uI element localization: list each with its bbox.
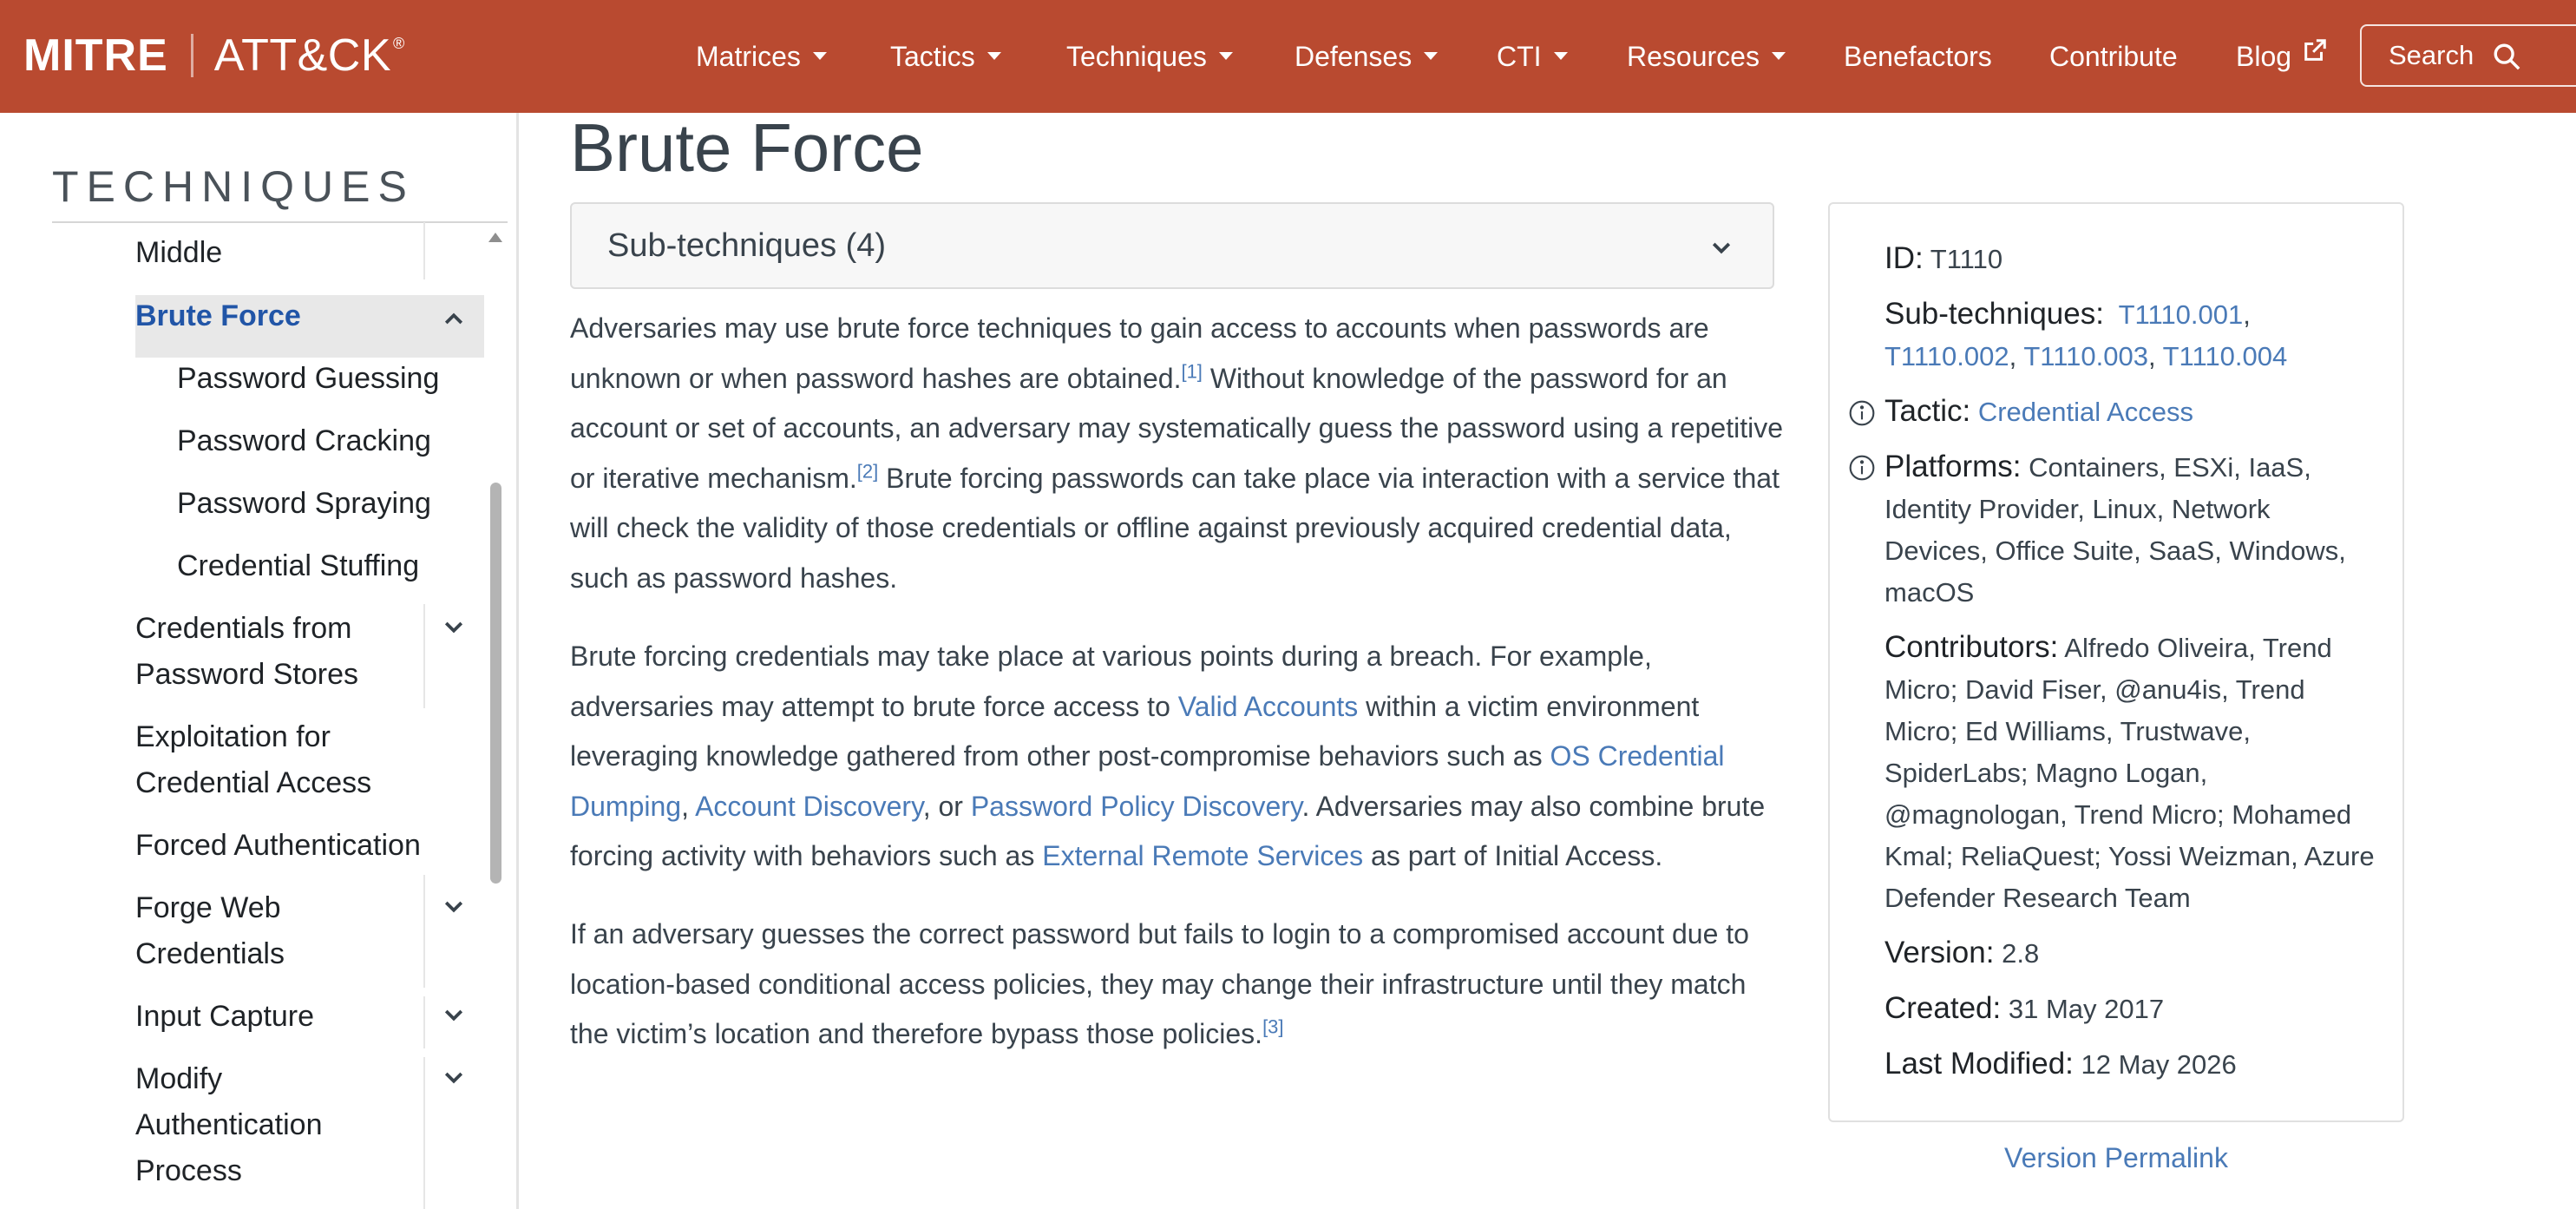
page-title: Brute Force	[570, 109, 924, 186]
sidebar-rule	[52, 221, 508, 223]
sidebar-scrollbar-thumb[interactable]	[490, 483, 501, 884]
card-contributors: Contributors: Alfredo Oliveira, Trend Micro; David Fiser, @anu4is, Trend Micro; Ed Williams, Trustwave, SpiderLabs; Magno Logan, @magnologan, Trend Micro; Mohamed Kmal; ReliaQuest; Yossi Weizman, Azure Defender Research Team	[1884, 630, 2375, 913]
sidebar-divider-line	[423, 875, 425, 988]
chevron-down-icon[interactable]	[441, 1002, 467, 1033]
nav-matrices[interactable]: Matrices	[696, 35, 827, 78]
card-subtechniques: Sub-techniques: T1110.001, T1110.002, T1110.003, T1110.004	[1884, 297, 2288, 371]
nav-resources[interactable]: Resources	[1627, 35, 1786, 78]
external-link-icon	[2302, 32, 2328, 76]
nav-benefactors[interactable]: Benefactors	[1844, 41, 1992, 72]
link-t1110-004[interactable]: T1110.004	[2162, 341, 2288, 371]
sidebar-item-forced-authentication[interactable]: Forced Authentication	[135, 829, 421, 862]
chevron-down-icon	[1219, 52, 1233, 60]
subtechniques-accordion-label: Sub-techniques (4)	[607, 227, 887, 264]
card-version: Version: 2.8	[1884, 936, 2040, 969]
link-t1110-002[interactable]: T1110.002	[1884, 341, 2009, 371]
description-paragraph-2: Brute forcing credentials may take place at various points during a breach. For example, adversaries may attempt to brute force access to Valid Accounts within a victim environment leveraging knowledge gathered from other post-compromise behaviors such as OS Credential Dumping, Account Discovery, or Password Policy Discovery. Adversaries may also combine brute forcing activity with behaviors such as External Remote Services as part of Initial Access.	[570, 641, 1766, 872]
nav-cti[interactable]: CTI	[1497, 35, 1568, 78]
info-icon[interactable]	[1848, 454, 1876, 486]
sidebar-divider-line	[423, 1057, 425, 1209]
mitre-attck-logo[interactable]	[23, 30, 405, 82]
chevron-down-icon[interactable]	[441, 614, 467, 645]
nav-blog[interactable]: Blog	[2236, 35, 2328, 78]
chevron-down-icon	[1772, 52, 1786, 60]
sidebar-title: TECHNIQUES	[52, 162, 415, 211]
link-t1110-003[interactable]: T1110.003	[2023, 341, 2148, 371]
scroll-up-arrow-icon[interactable]	[488, 233, 502, 242]
link-password-policy-discovery[interactable]: Password Policy Discovery	[970, 790, 1302, 822]
sidebar-item-password-guessing[interactable]: Password Guessing	[177, 362, 440, 395]
version-permalink[interactable]: Version Permalink	[2004, 1142, 2228, 1173]
sidebar-item-middle[interactable]: Middle	[135, 236, 223, 269]
nav-tactics[interactable]: Tactics	[890, 35, 1001, 78]
link-external-remote-services[interactable]: External Remote Services	[1042, 840, 1364, 872]
info-icon[interactable]	[1848, 399, 1876, 431]
sidebar-item-forge-web-credentials[interactable]: Forge Web Credentials	[135, 891, 285, 970]
sidebar-item-credential-stuffing[interactable]: Credential Stuffing	[177, 549, 420, 582]
sidebar-item-password-spraying[interactable]: Password Spraying	[177, 487, 431, 520]
chevron-down-icon	[1708, 235, 1734, 266]
reference-link[interactable]: [2]	[856, 460, 879, 483]
top-navbar	[0, 0, 2576, 113]
sidebar-item-credentials-from-password-stores[interactable]: Credentials from Password Stores	[135, 612, 358, 691]
sidebar-item-password-cracking[interactable]: Password Cracking	[177, 424, 431, 457]
search-icon	[2492, 42, 2521, 76]
sidebar-divider-line	[423, 222, 425, 279]
card-platforms: Platforms: Containers, ESXi, IaaS, Identity Provider, Linux, Network Devices, Office Suite, SaaS, Windows, macOS	[1884, 450, 2346, 608]
sidebar-item-input-capture[interactable]: Input Capture	[135, 1000, 315, 1033]
sidebar-divider-line	[423, 996, 425, 1048]
logo-mitre-text: MITRE	[23, 30, 168, 81]
nav-defenses[interactable]: Defenses	[1295, 35, 1438, 78]
sidebar-divider	[516, 113, 519, 1209]
link-os-credential-dumping[interactable]: OS Credential Dumping	[570, 740, 1725, 822]
logo-divider	[191, 34, 193, 77]
description-paragraph-3: If an adversary guesses the correct password but fails to login to a compromised account due to location-based conditional access policies, they may change their infrastructure until they match the victim’s location and therefore bypass those policies.[3]	[570, 918, 1749, 1050]
chevron-down-icon	[813, 52, 827, 60]
sidebar-item-exploitation-for-credential-access[interactable]: Exploitation for Credential Access	[135, 720, 372, 799]
link-t1110-001[interactable]: T1110.001	[2118, 299, 2244, 330]
card-tactic: Tactic: Credential Access	[1884, 394, 2193, 428]
logo-attck-text: ATT&CK ®	[213, 30, 405, 81]
chevron-down-icon	[1424, 52, 1438, 60]
card-last-modified: Last Modified: 12 May 2026	[1884, 1047, 2237, 1081]
link-credential-access[interactable]: Credential Access	[1977, 397, 2193, 427]
search-button-label: Search	[2389, 40, 2474, 70]
chevron-down-icon	[1554, 52, 1568, 60]
link-account-discovery[interactable]: Account Discovery	[695, 790, 923, 822]
link-valid-accounts[interactable]: Valid Accounts	[1177, 690, 1359, 722]
nav-techniques[interactable]: Techniques	[1066, 35, 1233, 78]
nav-contribute[interactable]: Contribute	[2049, 41, 2178, 72]
card-created: Created: 31 May 2017	[1884, 991, 2165, 1025]
reference-link[interactable]: [1]	[1181, 359, 1203, 382]
sidebar-item-brute-force[interactable]: Brute Force	[135, 299, 301, 332]
card-id: ID: T1110	[1884, 241, 2003, 275]
reference-link[interactable]: [3]	[1262, 1015, 1284, 1038]
description-paragraph-1: Adversaries may use brute force techniques to gain access to accounts when passwords are unknown or when password hashes are obtained.[1] Without knowledge of the password for an account or set of accounts, an adversary may systematically guess the password using a repetitive or iterative mechanism.[2] Brute forcing passwords can take place via interaction with a service that will check the validity of those credentials or offline against previously acquired credential data, such as password hashes.	[570, 312, 1784, 594]
chevron-up-icon[interactable]	[441, 306, 467, 336]
chevron-down-icon	[987, 52, 1001, 60]
subtechniques-accordion[interactable]	[570, 202, 1774, 289]
chevron-down-icon[interactable]	[441, 1065, 467, 1095]
sidebar-item-modify-authentication-process[interactable]: Modify Authentication Process	[135, 1062, 323, 1187]
chevron-down-icon[interactable]	[441, 894, 467, 924]
sidebar-divider-line	[423, 604, 425, 708]
search-button[interactable]	[2360, 24, 2576, 87]
